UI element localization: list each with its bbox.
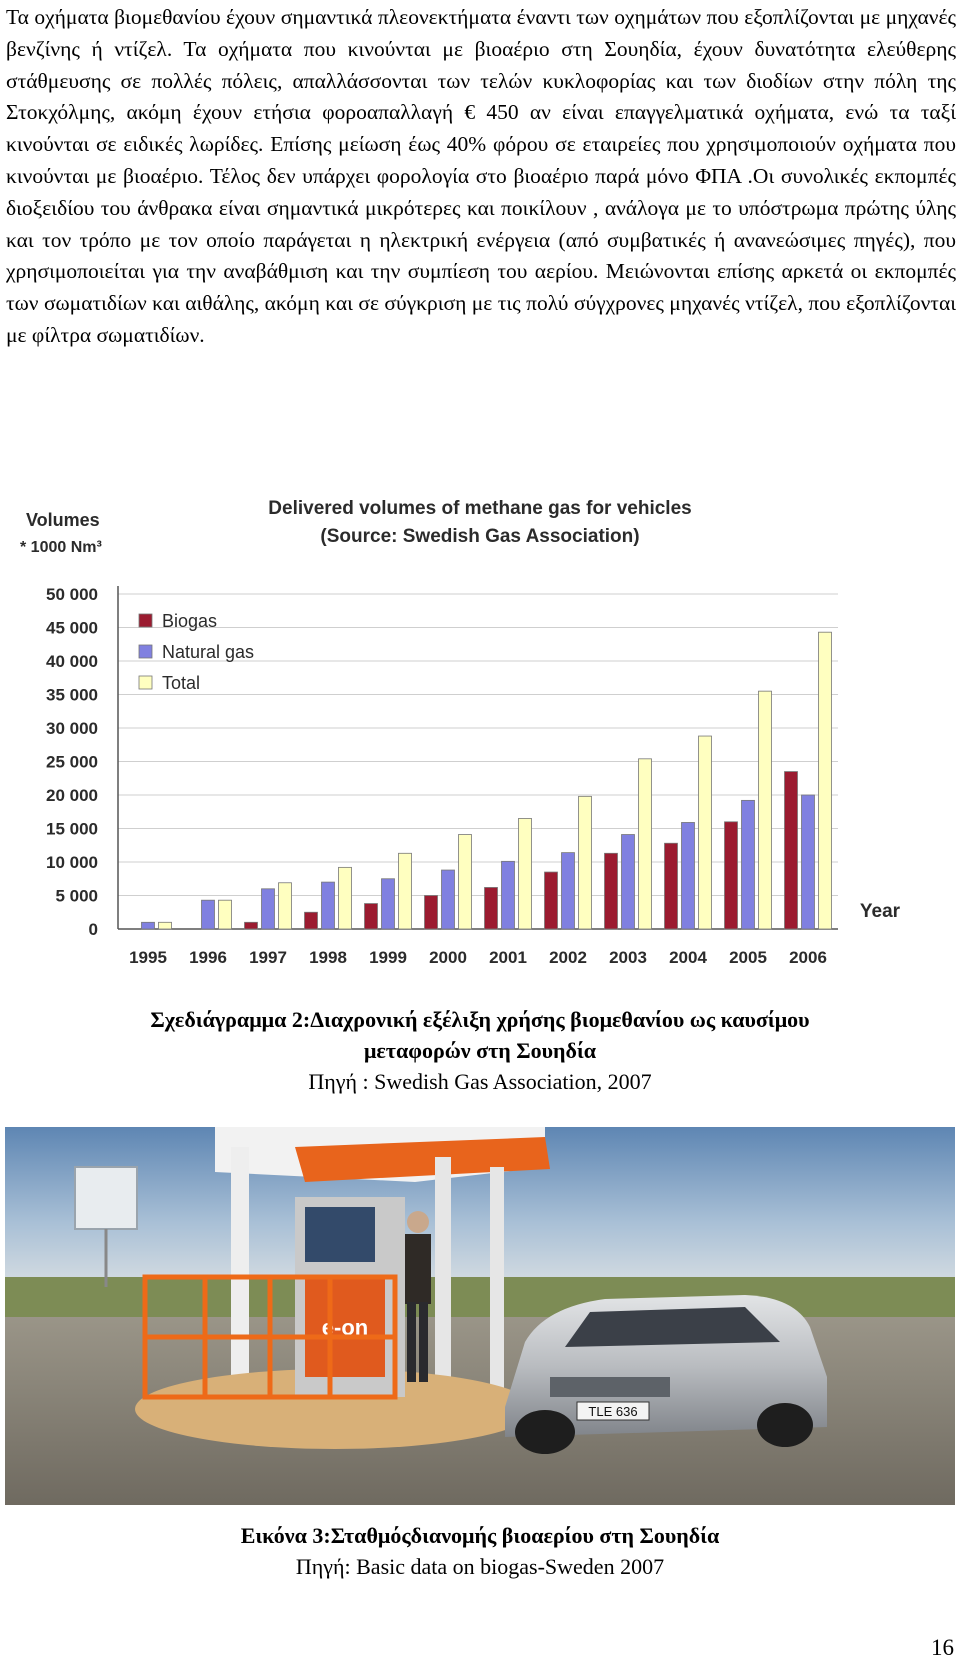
figure-caption [0, 1004, 960, 1097]
biogas-station-photo [5, 1127, 955, 1505]
bar-biogas [365, 904, 378, 929]
y-tick-label: 25 000 [46, 752, 98, 772]
bar-total [819, 632, 832, 929]
y-tick-label: 0 [88, 920, 98, 939]
x-tick-label: 2002 [549, 948, 587, 967]
bar-natural-gas [382, 879, 395, 929]
bar-biogas [785, 772, 798, 929]
bar-total [339, 867, 352, 929]
chart-subtitle: (Source: Swedish Gas Association) [320, 526, 640, 547]
figure-caption-line2: μεταφορών στη Σουηδία [363, 1038, 597, 1063]
bar-biogas [605, 853, 618, 929]
bar-total [759, 691, 772, 929]
y-axis-label: Volumes [26, 510, 100, 530]
bar-biogas [425, 896, 438, 930]
y-tick-label: 15 000 [46, 819, 98, 839]
pump [295, 1197, 405, 1397]
bar-total [459, 835, 472, 929]
bar-biogas [245, 922, 258, 929]
bar-total [219, 900, 232, 929]
y-tick-label: 40 000 [46, 652, 98, 671]
x-tick-label: 2000 [429, 948, 467, 967]
x-tick-label: 2005 [729, 948, 767, 967]
x-tick-label: 2003 [609, 948, 647, 967]
bar-natural-gas [142, 922, 155, 929]
x-tick-label: 1996 [189, 948, 227, 967]
x-tick-label: 2001 [489, 948, 527, 967]
bar-natural-gas [442, 870, 455, 929]
bar-total [699, 736, 712, 929]
y-tick-label: 50 000 [46, 585, 98, 604]
pump-logo: e-on [321, 1315, 369, 1340]
bar-biogas [665, 843, 678, 929]
y-axis-unit: * 1000 Nm³ [20, 539, 102, 556]
bar-biogas [305, 912, 318, 929]
bar-biogas [725, 822, 738, 929]
legend-label: Total [162, 673, 201, 693]
bar-natural-gas [802, 795, 815, 929]
bar-natural-gas [682, 822, 695, 929]
methane-volumes-chart [0, 490, 960, 980]
page-number: 16 [931, 1635, 954, 1660]
image-caption [0, 1520, 960, 1582]
x-tick-label: 1997 [249, 948, 287, 967]
bar-total [279, 883, 292, 929]
figure-caption-line1: Σχεδιάγραμμα 2:Διαχρονική εξέλιξη χρήσης βιομεθανίου ως καυσίμου [150, 1007, 810, 1032]
y-tick-label: 20 000 [46, 786, 98, 805]
x-tick-label: 1995 [129, 948, 167, 967]
car [505, 1295, 827, 1454]
bar-natural-gas [562, 853, 575, 929]
legend-label: Biogas [162, 611, 218, 631]
y-tick-label: 30 000 [46, 719, 98, 738]
bar-natural-gas [262, 889, 275, 929]
image-caption-source: Πηγή: Basic data on biogas-Sweden 2007 [295, 1554, 665, 1579]
bar-natural-gas [742, 800, 755, 929]
chart-title: Delivered volumes of methane gas for vehicles [268, 498, 692, 519]
figure-caption-source: Πηγή : Swedish Gas Association, 2007 [308, 1069, 652, 1094]
bar-natural-gas [322, 882, 335, 929]
y-tick-label: 35 000 [46, 685, 98, 705]
x-tick-label: 1999 [369, 948, 407, 967]
x-tick-label: 2004 [669, 948, 707, 967]
bar-natural-gas [202, 900, 215, 929]
bar-natural-gas [502, 861, 515, 929]
legend-label: Natural gas [162, 642, 255, 662]
bar-total [579, 796, 592, 929]
license-plate: TLE 636 [588, 1404, 638, 1419]
legend-swatch [139, 676, 152, 689]
legend-swatch [139, 614, 152, 627]
bar-biogas [485, 887, 498, 929]
y-tick-label: 10 000 [46, 853, 98, 872]
bar-biogas [545, 872, 558, 929]
x-tick-label: 2006 [789, 948, 827, 967]
bar-total [639, 759, 652, 929]
bar-total [519, 818, 532, 929]
legend-swatch [139, 645, 152, 658]
bar-natural-gas [622, 835, 635, 929]
bar-total [159, 922, 172, 929]
bar-total [399, 853, 412, 929]
x-tick-label: 1998 [309, 948, 347, 967]
y-tick-label: 5 000 [55, 886, 98, 906]
x-axis-label: Year [859, 901, 901, 922]
image-caption-title: Εικόνα 3:Σταθμόςδιανομής βιοαερίου στη Σουηδία [240, 1523, 720, 1548]
body-paragraph: Τα οχήματα βιομεθανίου έχουν σημαντικά πλεονεκτήματα έναντι των οχημάτων που εξοπλίζονται με μηχανές βενζίνης ή ντίζελ. Τα οχήματα που κινούνται με βιοαέριο στη Σουηδία, έχουν δυνατότητα ελεύθερης στάθμευσης σε πολλές πόλεις, απαλλάσσονται των τελών κυκλοφορίας και των διοδίων στην πόλη της Στοκχόλμης, ακόμη έχουν ετήσια φοροαπαλλαγή € 450 αν είναι επαγγελματικά οχήματα, ενώ τα ταξί κινούνται σε ειδικές λωρίδες. Επίσης μείωση έως 40% φόρου σε εταιρείες που χρησιμοποιούν οχήματα που κινούνται με βιοαέριο. Τέλος δεν υπάρχει φορολογία στο βιοαέριο παρά μόνο ΦΠΑ .Οι συνολικές εκπομπές διοξειδίου του άνθρακα είναι σημαντικά μικρότερες και ποικίλουν , ανάλογα με το υπόστρωμα πρώτης ύλης και τον τρόπο με τον οποίο παράγεται η ηλεκτρική ενέργεια (από συμβατικές ή ανανεώσιμες πηγές), που χρησιμοποιείται για την αναβάθμιση και την συμπίεση του αερίου. Μειώνονται επίσης αρκετά οι εκπομπές των σωματιδίων και αιθάλης, ακόμη και σε σύγκριση με τις πολύ σύγχρονες μηχανές ντίζελ, που εξοπλίζονται με φίλτρα σωματιδίων. [6, 5, 956, 347]
y-tick-label: 45 000 [46, 618, 98, 638]
